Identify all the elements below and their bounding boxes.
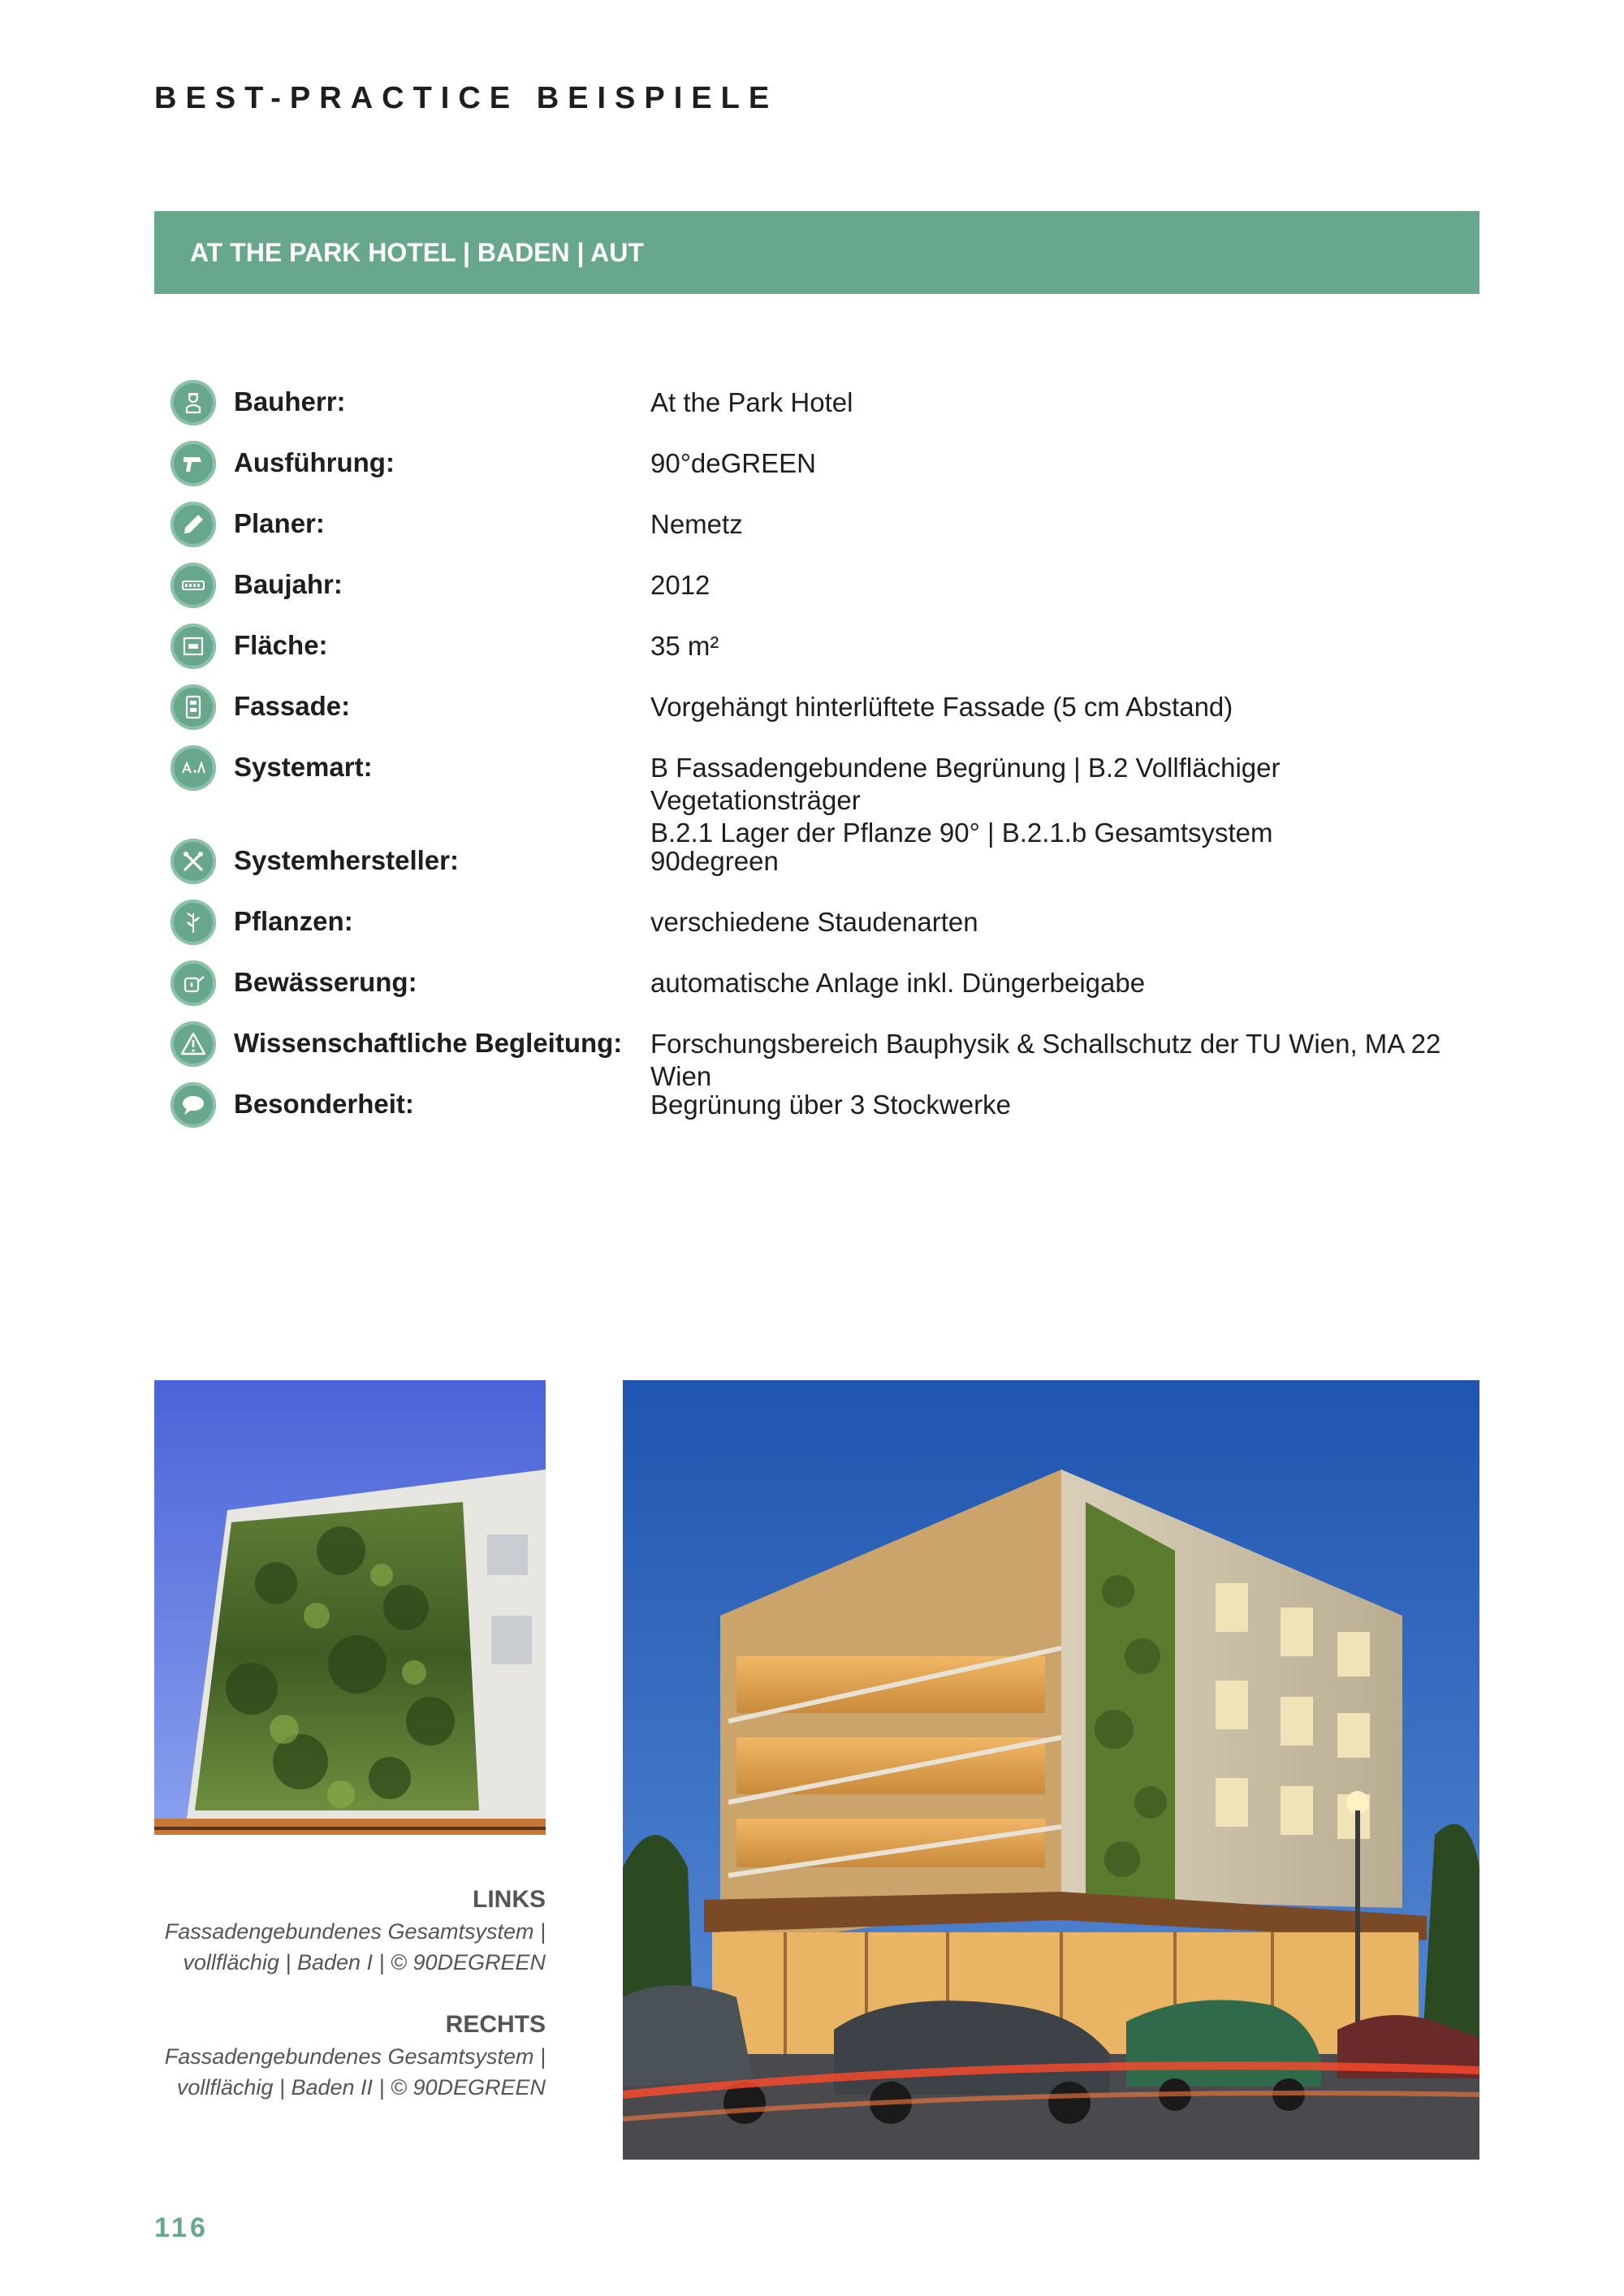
green-wall-closeup-photo [154,1380,546,1835]
detail-value: verschiedene Staudenarten [650,907,978,937]
detail-label: Wissenschaftliche Begleitung: [234,1028,623,1058]
area-icon [171,624,216,669]
architect-icon [171,380,216,425]
detail-label: Fläche: [234,630,328,660]
caption-right-text: Fassadengebundenes Gesamtsystem | vollflächig | Baden II | © 90DEGREEN [164,2044,546,2100]
project-banner [154,211,1479,294]
speech-bubble-icon [171,1082,216,1128]
detail-label: Fassade: [234,691,351,721]
detail-value: At the Park Hotel [650,387,853,417]
detail-label: Systemhersteller: [234,845,459,875]
detail-value: 2012 [650,570,710,600]
warning-icon [171,1021,216,1067]
project-title: AT THE PARK HOTEL | BADEN | AUT [190,238,644,267]
detail-label: Besonderheit: [234,1089,414,1119]
watering-icon [171,960,216,1006]
detail-label: Bauherr: [234,386,346,416]
page-number: 116 [154,2212,209,2243]
caption-left-text: Fassadengebundenes Gesamtsystem | vollflächig | Baden I | © 90DEGREEN [164,1919,546,1974]
detail-label: Planer: [234,508,325,538]
detail-label: Bewässerung: [234,967,417,997]
calendar-icon [171,563,216,608]
detail-value: Begrünung über 3 Stockwerke [650,1090,1011,1120]
detail-value: Vorgehängt hinterlüftete Fassade (5 cm Abstand) [650,692,1233,722]
system-icon [171,745,216,791]
detail-value: 35 m² [650,631,719,661]
facade-icon [171,684,216,730]
detail-value: 90degreen [650,846,779,876]
detail-value: automatische Anlage inkl. Düngerbeigabe [650,968,1146,998]
hotel-building-photo [623,1380,1479,2160]
plant-icon [171,900,216,945]
photo-captions [154,1884,546,2103]
detail-value: Forschungsbereich Bauphysik & Schallschutz der TU Wien, MA 22 Wien [650,1029,1441,1091]
section-title: BEST-PRACTICE BEISPIELE [154,81,779,115]
caption-left-heading: LINKS [473,1886,546,1913]
pen-icon [171,502,216,547]
detail-value: Nemetz [650,509,743,539]
caption-right-heading: RECHTS [445,2011,546,2038]
detail-label: Pflanzen: [234,906,353,936]
tools-icon [171,839,216,884]
detail-label: Systemart: [234,752,373,782]
detail-value: 90°deGREEN [650,448,816,478]
detail-label: Baujahr: [234,569,343,599]
drill-icon [171,441,216,486]
detail-label: Ausführung: [234,447,395,477]
detail-value: B Fassadengebundene Begrünung | B.2 Vollflächiger Vegetationsträger B.2.1 Lager der Pflanze 90° | B.2.1.b Gesamtsystem [650,753,1281,848]
